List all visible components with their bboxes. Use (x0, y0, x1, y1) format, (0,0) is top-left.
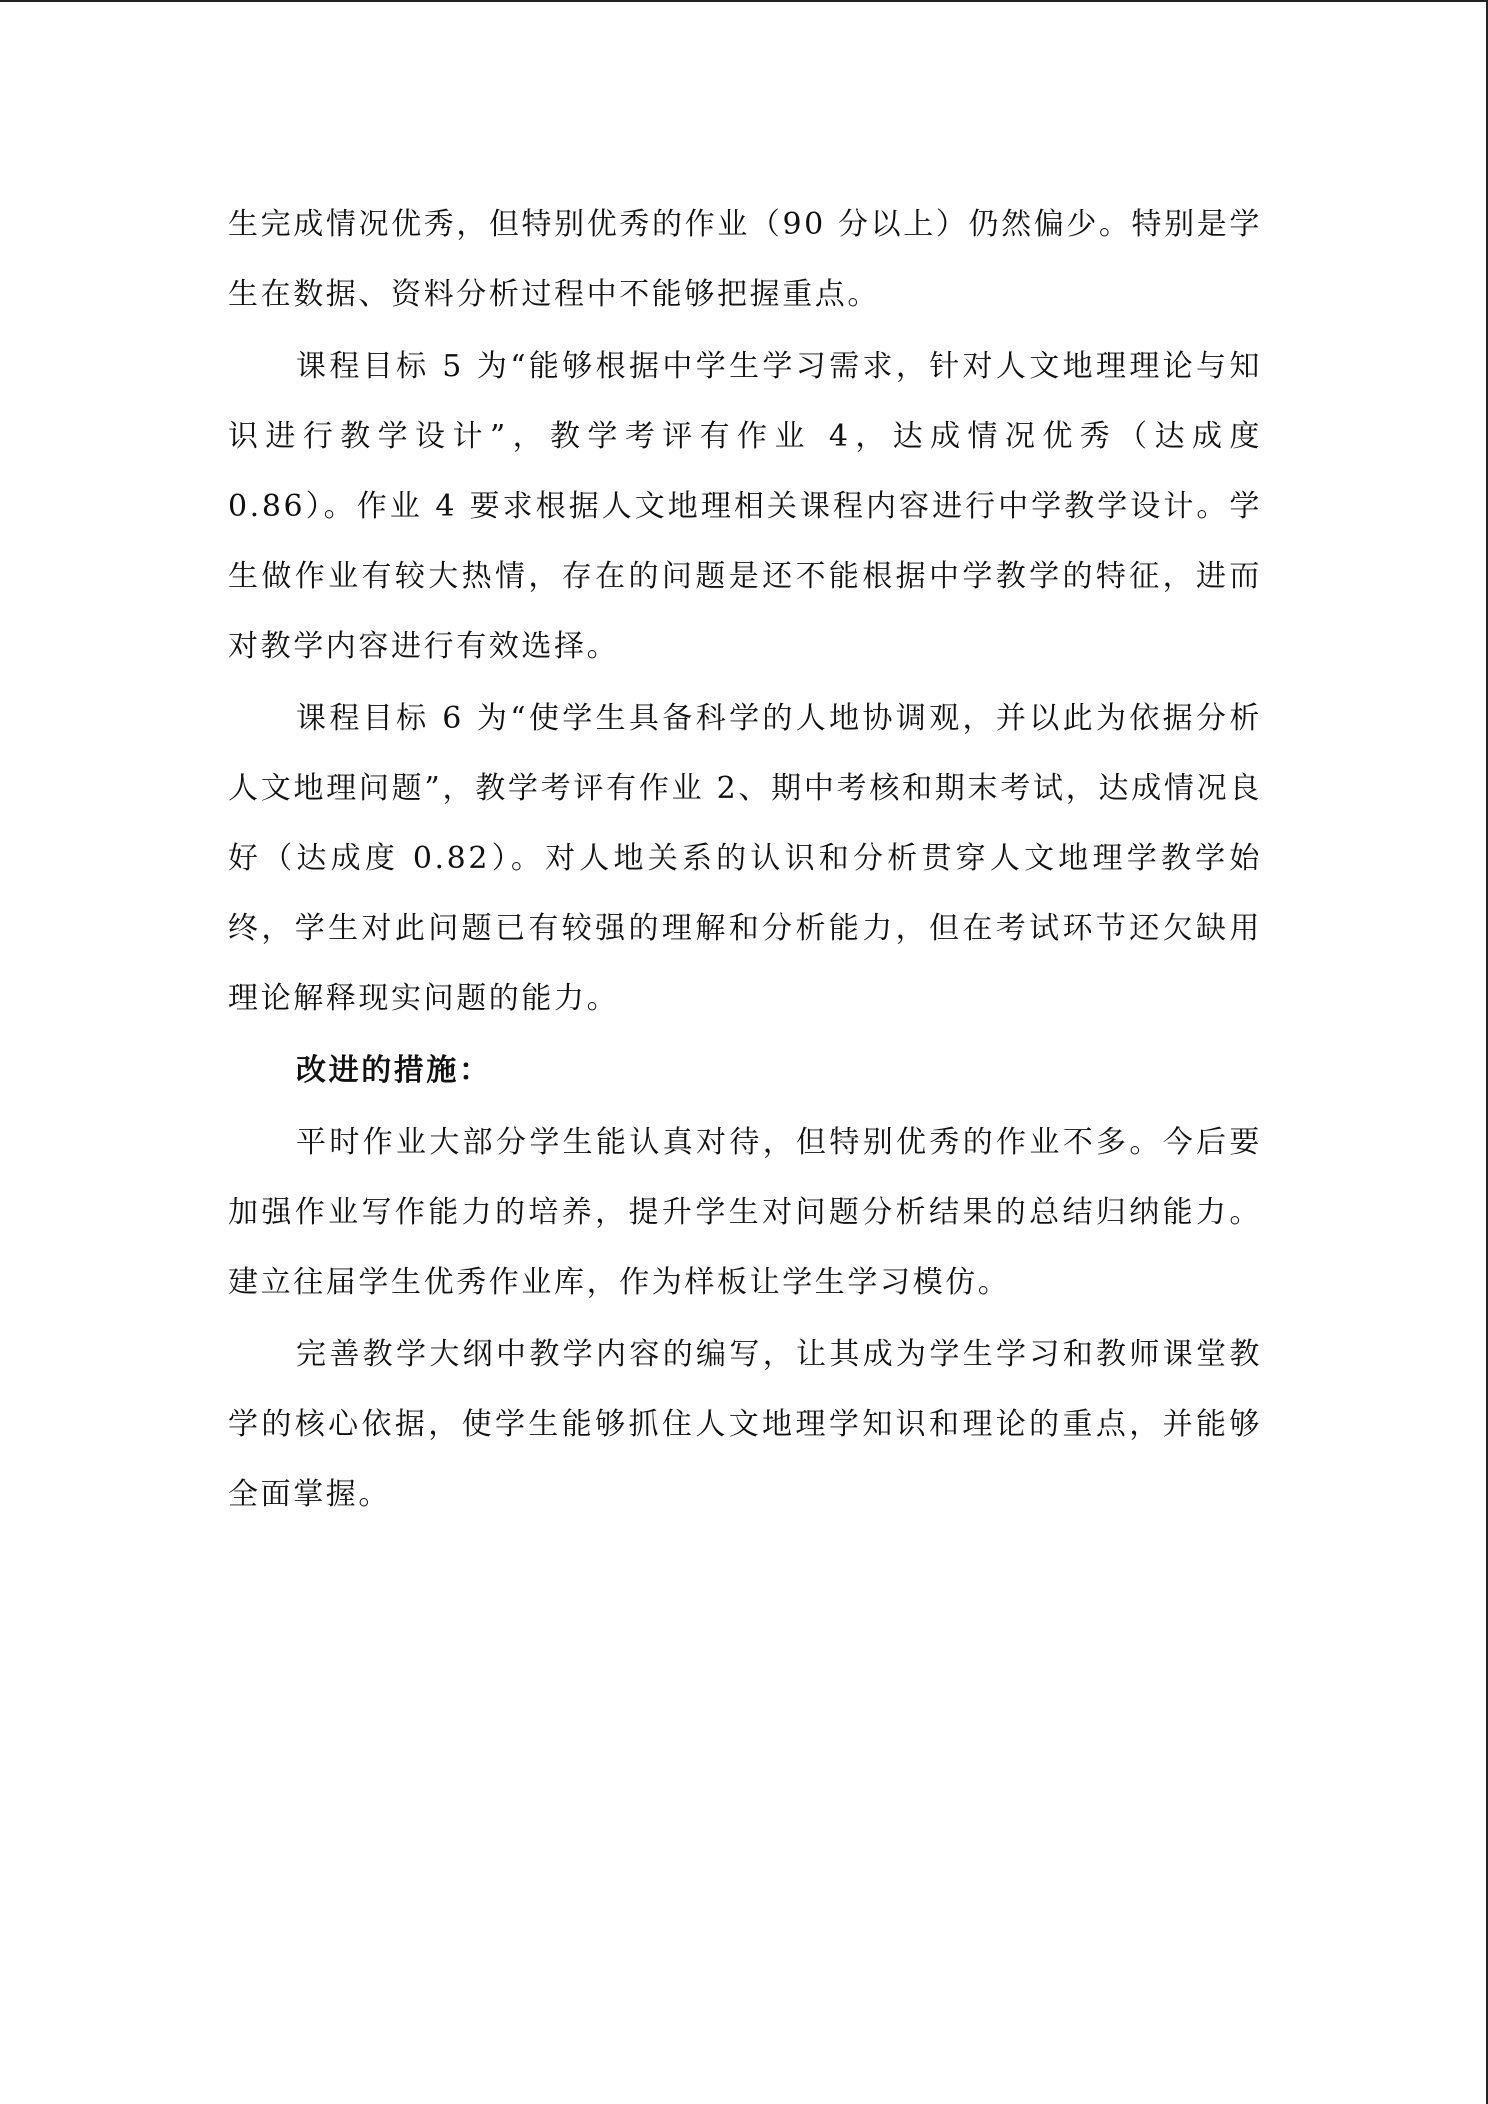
paragraph-course-goal-5: 课程目标 5 为“能够根据中学生学习需求，针对人文地理理论与知识进行教学设计”，教学考评有作业 4，达成情况优秀（达成度 0.86）。作业 4 要求根据人文地理相关课程内容进行中学教学设计。学生做作业有较大热情，存在的问题是还不能根据中学教学的特征，进而对教学内容进行有效选择。 (228, 349, 1262, 664)
improvement-heading: 改进的措施： (296, 1053, 492, 1088)
paragraph-measure-1: 平时作业大部分学生能认真对待，但特别优秀的作业不多。今后要加强作业写作能力的培养，提升学生对问题分析结果的总结归纳能力。建立往届学生优秀作业库，作为样板让学生学习模仿。 (228, 1125, 1262, 1300)
document-body (228, 190, 1262, 1532)
paragraph-continuation: 生完成情况优秀，但特别优秀的作业（90 分以上）仍然偏少。特别是学生在数据、资料分析过程中不能够把握重点。 (228, 207, 1262, 312)
paragraph-course-goal-6: 课程目标 6 为“使学生具备科学的人地协调观，并以此为依据分析人文地理问题”，教学考评有作业 2、期中考核和期末考试，达成情况良好（达成度 0.82）。对人地关系的认识和分析贯穿人文地理学教学始终，学生对此问题已有较强的理解和分析能力，但在考试环节还欠缺用理论解释现实问题的能力。 (228, 701, 1262, 1016)
page-border-top (0, 0, 1488, 2)
paragraph-measure-2: 完善教学大纲中教学内容的编写，让其成为学生学习和教师课堂教学的核心依据，使学生能够抓住人文地理学知识和理论的重点，并能够全面掌握。 (228, 1337, 1262, 1512)
